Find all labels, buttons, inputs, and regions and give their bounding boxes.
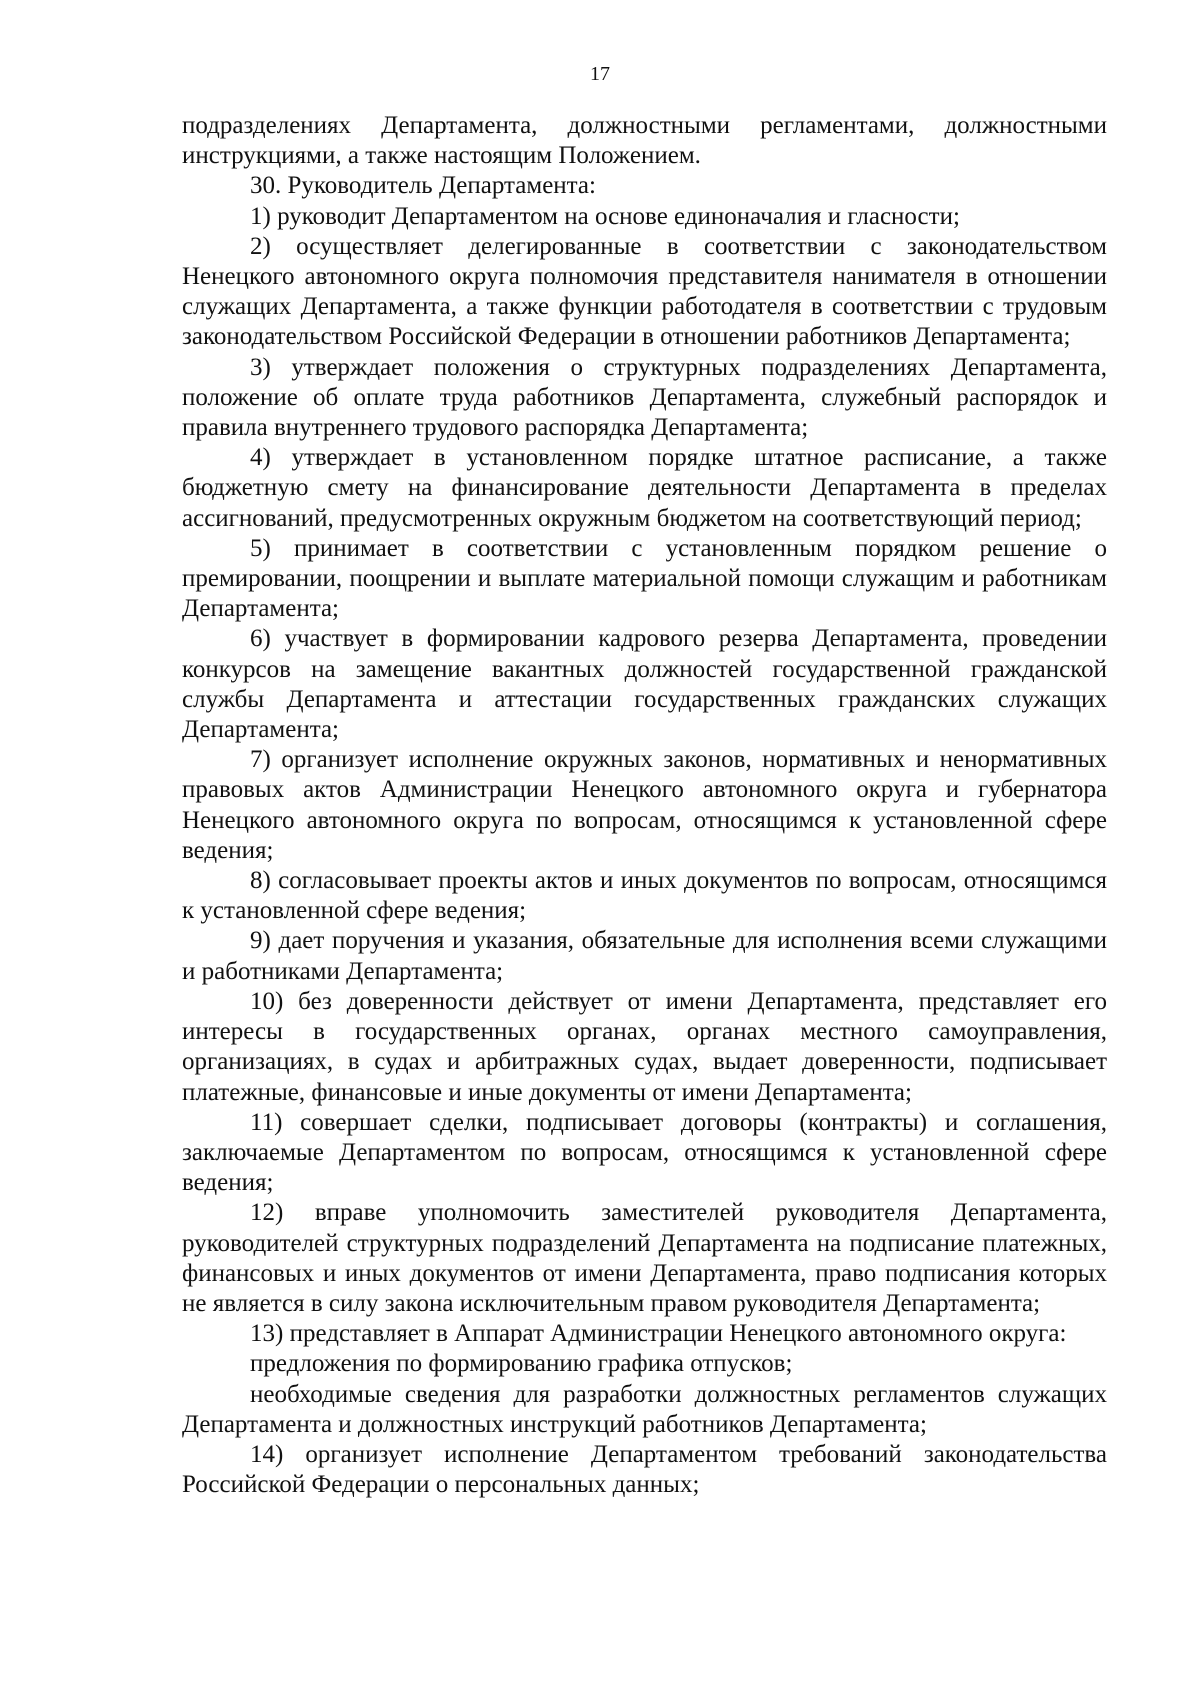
paragraph: 3) утверждает положения о структурных подразделениях Департамента, положение об оплате труда работников Департамента, служебный распорядок и правила внутреннего трудового распорядка Департамента; bbox=[182, 353, 1107, 442]
paragraph: предложения по формированию графика отпусков; bbox=[250, 1350, 793, 1378]
paragraph: 11) совершает сделки, подписывает договоры (контракты) и соглашения, заключаемые Департаментом по вопросам, относящимся к установленной сфере ведения; bbox=[182, 1108, 1107, 1197]
paragraph: 4) утверждает в установленном порядке штатное расписание, а также бюджетную смету на финансирование деятельности Департамента в пределах ассигнований, предусмотренных окружным бюджетом на соответствующий период; bbox=[182, 444, 1107, 532]
paragraph: 7) организует исполнение окружных законов, нормативных и ненормативных правовых актов Администрации Ненецкого автономного округа и губернатора Ненецкого автономного округа по вопросам, относящимся к установленной сфере ведения; bbox=[182, 746, 1107, 864]
paragraph: 13) представляет в Аппарат Администрации Ненецкого автономного округа: bbox=[250, 1320, 1067, 1348]
document-body bbox=[182, 111, 1107, 1500]
page-number: 17 bbox=[590, 63, 610, 85]
paragraph: подразделениях Департамента, должностными регламентами, должностными инструкциями, а также настоящим Положением. bbox=[182, 112, 1107, 170]
paragraph: 5) принимает в соответствии с установленным порядком решение о премировании, поощрении и выплате материальной помощи служащим и работникам Департамента; bbox=[182, 534, 1107, 623]
paragraph: 1) руководит Департаментом на основе единоначалия и гласности; bbox=[250, 202, 960, 230]
paragraph: 10) без доверенности действует от имени Департамента, представляет его интересы в государственных органах, органах местного самоуправления, организациях, в судах и арбитражных судах, выдает доверенности, подписывает платежные, финансовые и иные документы от имени Департамента; bbox=[182, 987, 1107, 1106]
paragraph: 12) вправе уполномочить заместителей руководителя Департамента, руководителей структурных подразделений Департамента на подписание платежных, финансовых и иных документов от имени Департамента, право подписания которых не является в силу закона исключительным правом руководителя Департамента; bbox=[182, 1199, 1107, 1317]
paragraph: 6) участвует в формировании кадрового резерва Департамента, проведении конкурсов на замещение вакантных должностей государственной гражданской службы Департамента и аттестации государственных гражданских служащих Департамента; bbox=[182, 625, 1107, 744]
paragraph: 2) осуществляет делегированные в соответствии с законодательством Ненецкого автономного округа полномочия представителя нанимателя в отношении служащих Департамента, а также функции работодателя в соответствии с трудовым законодательством Российской Федерации в отношении работников Департамента; bbox=[182, 232, 1107, 351]
paragraph: необходимые сведения для разработки должностных регламентов служащих Департамента и должностных инструкций работников Департамента; bbox=[182, 1380, 1107, 1438]
paragraph: 8) согласовывает проекты актов и иных документов по вопросам, относящимся к установленной сфере ведения; bbox=[182, 867, 1107, 925]
paragraph: 14) организует исполнение Департаментом требований законодательства Российской Федерации о персональных данных; bbox=[182, 1440, 1107, 1499]
paragraph: 9) дает поручения и указания, обязательные для исполнения всеми служащими и работниками Департамента; bbox=[182, 927, 1107, 985]
paragraph: 30. Руководитель Департамента: bbox=[250, 172, 596, 200]
